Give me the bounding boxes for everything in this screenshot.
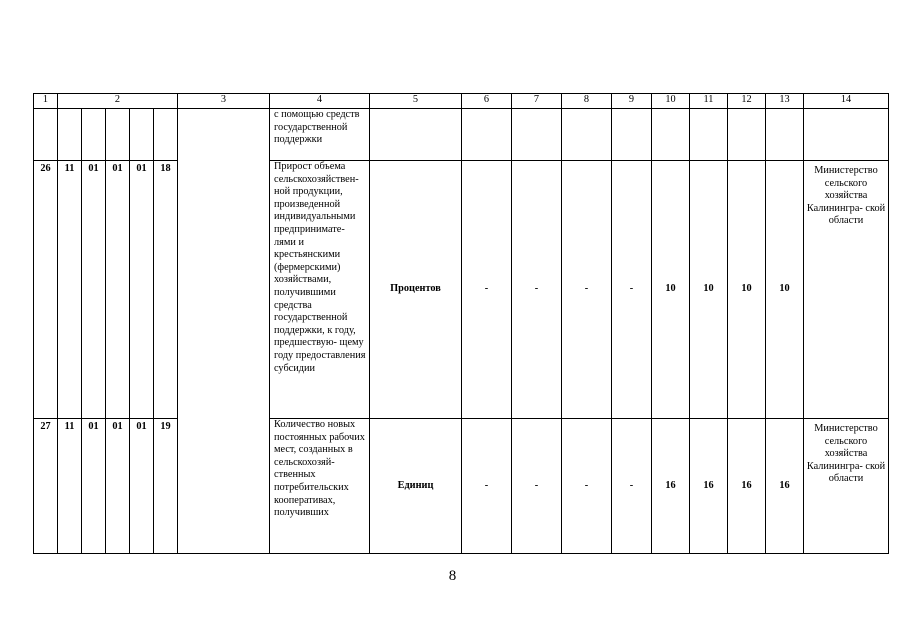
value-cell: 10 (766, 161, 804, 419)
value-cell: - (462, 419, 512, 554)
code-cell: 01 (130, 419, 154, 554)
code-cell: 01 (130, 161, 154, 419)
header-cell: 4 (270, 94, 370, 109)
responsible-cell: Министерство сельского хозяйства Калинингра- ской области (804, 419, 889, 554)
value-cell (766, 109, 804, 161)
value-cell (690, 109, 728, 161)
value-cell: 10 (690, 161, 728, 419)
code-cell: 01 (106, 161, 130, 419)
code-cell (106, 109, 130, 161)
empty-column-cell (178, 109, 270, 554)
code-cell: 01 (82, 419, 106, 554)
value-cell: - (512, 419, 562, 554)
code-cell: 27 (34, 419, 58, 554)
indicators-table (33, 93, 889, 554)
code-cell (130, 109, 154, 161)
unit-cell: Процентов (370, 161, 462, 419)
value-cell: - (562, 419, 612, 554)
value-cell: 10 (652, 161, 690, 419)
header-row (34, 94, 889, 109)
value-cell: - (462, 161, 512, 419)
value-cell (652, 109, 690, 161)
header-cell: 9 (612, 94, 652, 109)
responsible-cell: Министерство сельского хозяйства Калинингра- ской области (804, 161, 889, 419)
value-cell: 10 (728, 161, 766, 419)
header-cell: 13 (766, 94, 804, 109)
value-cell: - (512, 161, 562, 419)
code-cell (34, 109, 58, 161)
value-cell (462, 109, 512, 161)
code-cell: 11 (58, 419, 82, 554)
code-cell: 11 (58, 161, 82, 419)
code-cell: 18 (154, 161, 178, 419)
page-number: 8 (448, 568, 457, 584)
value-cell: 16 (690, 419, 728, 554)
table-row (34, 109, 889, 161)
code-cell (58, 109, 82, 161)
code-cell (82, 109, 106, 161)
value-cell (728, 109, 766, 161)
header-cell: 10 (652, 94, 690, 109)
table-row (34, 419, 889, 554)
code-cell: 26 (34, 161, 58, 419)
unit-cell: Единиц (370, 419, 462, 554)
value-cell: 16 (728, 419, 766, 554)
value-cell: 16 (766, 419, 804, 554)
value-cell: - (612, 419, 652, 554)
code-cell: 01 (106, 419, 130, 554)
header-cell: 1 (34, 94, 58, 109)
header-cell: 7 (512, 94, 562, 109)
value-cell (562, 109, 612, 161)
header-cell: 2 (58, 94, 178, 109)
value-cell: 16 (652, 419, 690, 554)
header-cell: 5 (370, 94, 462, 109)
value-cell (612, 109, 652, 161)
indicator-name: с помощью средств государственной поддержки (270, 109, 370, 161)
responsible-cell (804, 109, 889, 161)
header-cell: 6 (462, 94, 512, 109)
header-cell: 14 (804, 94, 889, 109)
code-cell: 01 (82, 161, 106, 419)
table-row (34, 161, 889, 419)
unit-cell (370, 109, 462, 161)
value-cell: - (562, 161, 612, 419)
indicator-name: Количество новых постоянных рабочих мест, созданных в сельскохозяй- ственных потребительских кооперативах, получивших (270, 419, 370, 554)
header-cell: 11 (690, 94, 728, 109)
value-cell (512, 109, 562, 161)
header-cell: 3 (178, 94, 270, 109)
value-cell: - (612, 161, 652, 419)
code-cell: 19 (154, 419, 178, 554)
header-cell: 8 (562, 94, 612, 109)
header-cell: 12 (728, 94, 766, 109)
code-cell (154, 109, 178, 161)
indicator-name: Прирост объема сельскохозяйствен- ной продукции, произведенной индивидуальными предпринимате- лями и крестьянскими (фермерскими) хозяйствами, получившими средства государственной поддержки, к году, предшествую- щему году предоставления субсидии (270, 161, 370, 419)
